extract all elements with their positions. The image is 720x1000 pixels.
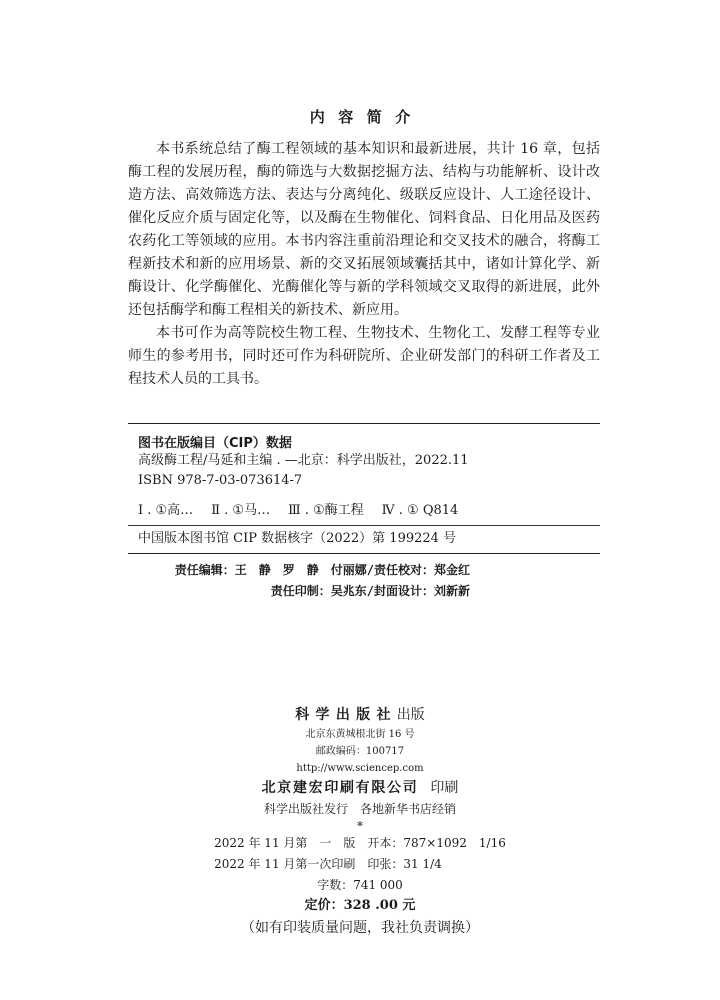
printer-name: 北京建宏印刷有限公司 xyxy=(261,780,419,796)
cip-data-block xyxy=(128,423,600,554)
cip-class-item: Ⅱ . ①马… xyxy=(211,503,271,518)
cip-title-line: 高级酶工程/马延和主编 . —北京：科学出版社，2022.11 xyxy=(138,453,469,468)
cip-isbn: ISBN 978-7-03-073614-7 xyxy=(138,473,303,488)
word-count: 字数：741 000 xyxy=(317,878,403,892)
distribution-line: 科学出版社发行 各地新华书店经销 xyxy=(263,802,456,816)
divider xyxy=(128,423,600,424)
publication-info xyxy=(0,704,720,939)
publisher-suffix: 出版 xyxy=(396,707,425,723)
divider xyxy=(128,553,600,554)
publisher-name: 科学出版社 xyxy=(295,707,397,723)
publisher-postcode: 邮政编码：100717 xyxy=(315,746,405,757)
edition-line: 2022 年 11 月第 一 版 开本：787×1092 1/16 xyxy=(214,836,506,850)
cip-class-item: Ⅰ . ①高… xyxy=(138,503,194,518)
credits-line: 责任编辑：王 静 罗 静 付丽娜/责任校对：郑金红 xyxy=(174,563,470,577)
publisher-line xyxy=(0,704,720,726)
quality-notice: （如有印装质量问题，我社负责调换） xyxy=(241,920,479,936)
editorial-credits xyxy=(175,560,470,602)
summary-text xyxy=(128,138,600,391)
summary-paragraph: 本书系统总结了酶工程领域的基本知识和最新进展，共计 16 章，包括酶工程的发展历程，酶的筛选与大数据挖掘方法、结构与功能解析、设计改造方法、高效筛选方法、表达与分离纯化、级联反应设计、人工途径设计、催化反应介质与固定化等，以及酶在生物催化、饲料食品、日化用品及医药农药化工等领域的应用。本书内容注重前沿理论和交叉技术的融合，将酶工程新技术和新的应用场景、新的交叉拓展领域囊括其中，诸如计算化学、新酶设计、化学酶催化、光酶催化等与新的学科领域交叉取得的新进展，此外还包括酶学和酶工程相关的新技术、新应用。 xyxy=(128,141,600,318)
summary-paragraph: 本书可作为高等院校生物工程、生物技术、生物化工、发酵工程等专业师生的参考用书，同时还可作为科研院所、企业研发部门的科研工作者及工程技术人员的工具书。 xyxy=(128,325,600,387)
summary-title: 内容简介 xyxy=(309,108,424,126)
divider xyxy=(128,525,600,526)
printer-line xyxy=(0,777,720,799)
publisher-url: http://www.sciencep.com xyxy=(296,763,424,774)
cip-approval-number: 中国版本图书馆 CIP 数据核字（2022）第 199224 号 xyxy=(138,531,457,546)
cip-class-item: Ⅲ . ①酶工程 xyxy=(288,503,364,518)
cip-heading: 图书在版编目（CIP）数据 xyxy=(138,436,292,451)
format-lines xyxy=(0,833,720,875)
printer-suffix: 印刷 xyxy=(430,780,459,796)
publisher-address: 北京东黄城根北街 16 号 xyxy=(305,729,415,740)
cip-classification xyxy=(138,501,600,521)
printing-line: 2022 年 11 月第一次印刷 印张：31 1/4 xyxy=(214,857,442,871)
separator-star: * xyxy=(357,819,363,833)
price: 定价：328 .00 元 xyxy=(304,898,416,913)
credits-line: 责任印制：吴兆东/封面设计：刘新新 xyxy=(270,584,470,598)
cip-class-item: Ⅳ . ① Q814 xyxy=(381,503,459,518)
